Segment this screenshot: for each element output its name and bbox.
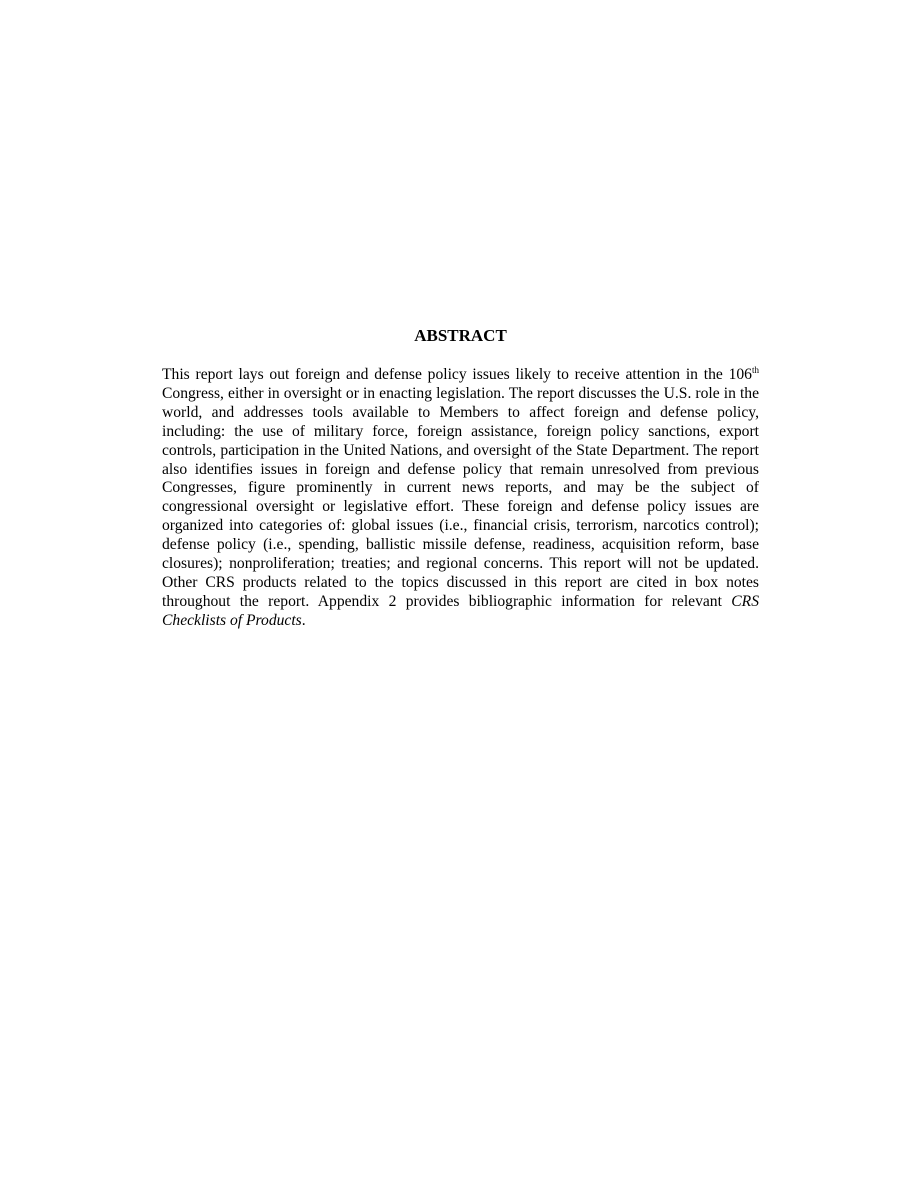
abstract-text-part1: This report lays out foreign and defense policy issues likely to receive attention in the 106 [162,366,752,383]
abstract-end-punctuation: . [301,611,306,629]
abstract-section [162,325,759,631]
abstract-heading: ABSTRACT [414,326,507,345]
ordinal-suffix: th [751,365,759,375]
abstract-paragraph [162,366,759,631]
abstract-text-part2: Congress, either in oversight or in enacting legislation. The report discusses the U.S. role in the world, and addresses tools available to Members to affect foreign and defense policy, including: the use of military force, foreign assistance, foreign policy sanctions, export controls, participation in the United Nations, and oversight of the State Department. The report also identifies issues in foreign and defense policy that remain unresolved from previous Congresses, figure prominently in current news reports, and may be the subject of congressional oversight or legislative effort. These foreign and defense policy issues are organized into categories of: global issues (i.e., financial crisis, terrorism, narcotics control); defense policy (i.e., spending, ballistic missile defense, readiness, acquisition reform, base closures); nonproliferation; treaties; and regional concerns. This report will not be updated. Other CRS products related to the topics discussed in this report are cited in box notes throughout the report. Appendix 2 provides bibliographic information for relevant [162,384,759,610]
crs-checklists-title: CRS Checklists of Products [162,592,759,629]
